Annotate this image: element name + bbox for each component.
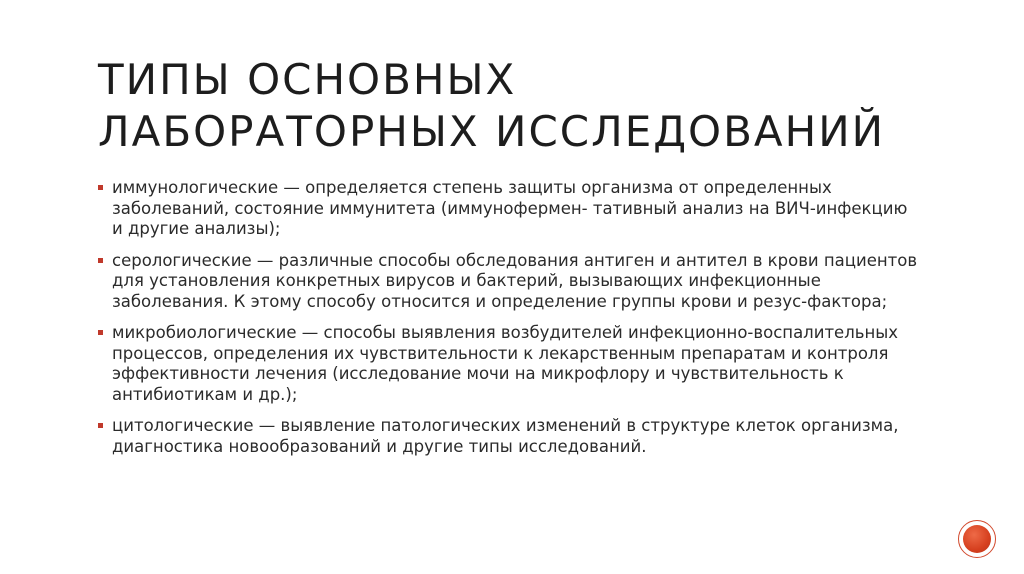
bullet-item-microbiological: [98, 323, 918, 405]
square-bullet-icon: [98, 423, 103, 428]
square-bullet-icon: [98, 258, 103, 263]
bullet-text: иммунологические — определяется степень защиты организма от определенных заболеваний, состояние иммунитета (иммунофермен- тативный анализ на ВИЧ-инфекцию и другие анализы);: [112, 178, 908, 238]
slide-title-line-2: ЛАБОРАТОРНЫХ ИССЛЕДОВАНИЙ: [98, 107, 886, 156]
bullet-text: микробиологические — способы выявления возбудителей инфекционно-воспалительных процессов, определения их чувствительности к лекарственным препаратам и контроля эффективности лечения (исследование мочи на микрофлору и чувствительность к антибиотикам и др.);: [112, 323, 899, 404]
slide-title-line-1: ТИПЫ ОСНОВНЫХ: [98, 55, 517, 104]
bullet-item-immunological: [98, 178, 918, 240]
slide-title: [98, 54, 978, 158]
bullet-item-cytological: [98, 416, 918, 457]
square-bullet-icon: [98, 185, 103, 190]
bullet-item-serological: [98, 251, 918, 313]
circle-icon: [963, 525, 991, 553]
bullet-list: [98, 178, 918, 468]
bullet-text: серологические — различные способы обследования антиген и антител в крови пациентов для установления конкретных вирусов и бактерий, вызывающих инфекционные заболевания. К этому способу относится и определение группы крови и резус-фактора;: [112, 250, 918, 311]
bullet-text: цитологические — выявление патологических изменений в структуре клеток организма, диагностика новообразований и другие типы исследований.: [112, 416, 899, 456]
square-bullet-icon: [98, 330, 103, 335]
next-slide-button[interactable]: [958, 520, 996, 558]
